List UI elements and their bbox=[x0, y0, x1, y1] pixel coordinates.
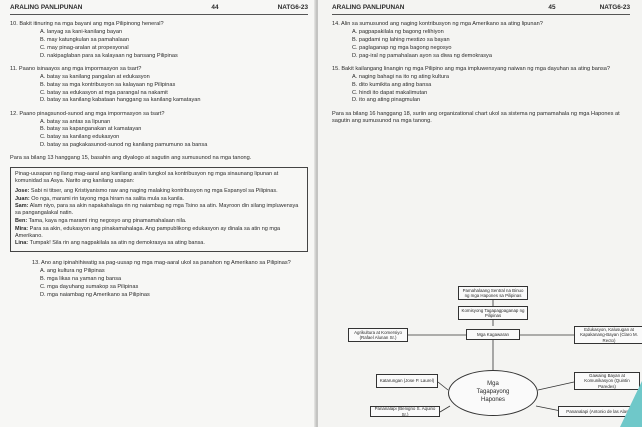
question-10 bbox=[10, 21, 308, 60]
subject-title: ARALING PANLIPUNAN bbox=[10, 4, 83, 11]
dialogue-line bbox=[15, 188, 303, 195]
choice-d[interactable]: D. batay sa pagkakasunod-sunod ng kanilang pamumuno sa bansa bbox=[40, 142, 208, 149]
choice-b[interactable]: B. mga likas na yaman ng bansa bbox=[40, 275, 122, 282]
dialogue-line bbox=[15, 240, 303, 247]
hub-line: Tagapayong bbox=[476, 389, 510, 396]
question-stem: 12. Paano pinagsunod-sunod ang mga impormasyon sa tsart? bbox=[10, 110, 165, 117]
choice-b[interactable]: B. batay sa kapanganakan at kamatayan bbox=[40, 126, 142, 133]
choice-b[interactable]: B. pagdami ng lahing mestizo sa bayan bbox=[352, 37, 450, 44]
choice-a[interactable]: A. batay sa antas sa lipunan bbox=[40, 118, 111, 125]
left-page-header bbox=[10, 4, 308, 15]
dialogue-box bbox=[10, 167, 308, 252]
choice-c[interactable]: C. paglaganap ng mga bagong negosyo bbox=[352, 44, 452, 51]
choice-c[interactable]: C. batay sa edukasyon at mga parangal na nakamit bbox=[40, 89, 168, 96]
question-stem: 13. Ano ang ipinahihiwatig sa pag-uusap ng mga mag-aaral ukol sa panahon ng Amerikano sa Pilipinas? bbox=[32, 260, 291, 267]
choice-a[interactable]: A. batay sa kanilang pangalan at edukasyon bbox=[40, 73, 150, 80]
dialogue-line bbox=[15, 196, 303, 203]
page-corner-decoration bbox=[620, 381, 642, 427]
chart-box-finance-aquino: Pananalapi (Benigno S. Aquino Sr.) bbox=[370, 406, 440, 417]
chart-box-departments: Mga Kagawaran bbox=[466, 329, 520, 340]
subject-title: ARALING PANLIPUNAN bbox=[332, 4, 405, 11]
choice-c[interactable]: C. may pinag-aralan at propesyonal bbox=[40, 44, 129, 51]
question-12 bbox=[10, 111, 308, 150]
choice-d[interactable]: D. mga naiambag ng Amerikano sa Pilipinas bbox=[40, 291, 150, 298]
choice-a[interactable]: A. lanyag sa kani-kanilang bayan bbox=[40, 29, 123, 36]
choice-b[interactable]: B. batay sa mga kontribusyon sa kalayaan ng Pilipinas bbox=[40, 81, 176, 88]
choice-c[interactable]: C. mga dayuhang sumakop sa Pilipinas bbox=[40, 283, 139, 290]
dialogue-text: Oo nga, marami rin tayong mga hiram na salita mula sa kanila. bbox=[31, 195, 185, 202]
choice-b[interactable]: B. dito kumikita ang ating bansa bbox=[352, 81, 432, 88]
dialogue-text: Tama, kaya nga marami ring negosyo ang pinamamahalaan nila. bbox=[28, 218, 187, 225]
choice-b[interactable]: B. may katungkulan sa pamahalaan bbox=[40, 37, 129, 44]
question-stem: 10. Bakit itinuring na mga bayani ang mga Pilipinong heneral? bbox=[10, 21, 164, 28]
hub-line: Mga bbox=[487, 381, 499, 388]
chart-box-central-government: Pamahalaang Sentral na Binuo ng mga Hapones sa Pilipinas bbox=[458, 286, 528, 300]
question-stem: 14. Alin sa sumusunod ang naging kontribusyon ng mga Amerikano sa ating lipunan? bbox=[332, 21, 543, 28]
speaker: Ben: bbox=[15, 218, 28, 225]
speaker: Sam: bbox=[15, 203, 29, 210]
choice-d[interactable]: D. pag-iral ng pamahalaan ayon sa diwa ng demokrasya bbox=[352, 52, 492, 59]
instruction-16-18: Para sa bilang 16 hanggang 18, suriin ang organizational chart ukol sa sistema ng pamamahala ng mga Hapones at sagutin ang sumusunod na mga tanong. bbox=[332, 110, 620, 124]
page-number: 45 bbox=[548, 4, 556, 11]
speaker: Juan: bbox=[15, 195, 30, 202]
right-page-header bbox=[332, 4, 630, 15]
chart-box-justice: Katarungan (Jose P. Laurel) bbox=[376, 374, 438, 388]
dialogue-intro: Pinag-uusapan ng ilang mag-aaral ang kanilang aralin tungkol sa kontribusyon ng mga sinaunang lipunan at komunidad sa Asya. Narito ang kanilang usapan: bbox=[15, 170, 279, 184]
choice-a[interactable]: A. ang kultura ng Pilipinas bbox=[40, 267, 105, 274]
chart-box-executive-commission: Komisyong Tagapagpaganap ng Pilipinas bbox=[458, 306, 528, 320]
choice-d[interactable]: D. batay sa kanilang kabataan hanggang sa kanilang kamatayan bbox=[40, 97, 201, 104]
speaker: Lina: bbox=[15, 240, 29, 247]
left-page bbox=[0, 0, 318, 427]
dialogue-line bbox=[15, 218, 303, 225]
choice-a[interactable]: A. pagpapakilala ng bagong relihiyon bbox=[352, 29, 444, 36]
test-code: NATG6-23 bbox=[599, 4, 630, 11]
dialogue-text: Alam niyo, para sa akin napakahalaga rin ng naiambag ng mga Tsino sa atin. Mayroon din silang impluwensya sa pangangalakal natin. bbox=[15, 203, 299, 217]
choice-d[interactable]: D. nakipaglaban para sa kalayaan ng bansang Pilipinas bbox=[40, 52, 178, 59]
chart-box-finance-delas-alas: Pananalapi (Antonio de las Alas) bbox=[558, 406, 638, 417]
speaker: Jose: bbox=[15, 187, 30, 194]
question-11 bbox=[10, 66, 308, 105]
question-13 bbox=[10, 260, 308, 299]
choice-c[interactable]: C. batay sa kanilang edukasyon bbox=[40, 134, 120, 141]
question-15 bbox=[332, 66, 630, 105]
chart-box-agriculture: Agrikultura at Komersiyo (Rafael Alunan Sr.) bbox=[348, 328, 408, 342]
dialogue-text: Sabi ni titser, ang Kristiyanismo raw ang naging malaking kontribusyon ng mga Espanyol sa Pilipinas. bbox=[30, 187, 278, 194]
dialogue-text: Tumpak! Sila rin ang nagpakilala sa atin ng demokrasya sa ating bansa. bbox=[29, 240, 205, 247]
page-number: 44 bbox=[211, 4, 219, 11]
test-code: NATG6-23 bbox=[277, 4, 308, 11]
org-chart bbox=[348, 286, 642, 420]
choice-c[interactable]: C. hindi ito dapat makalimutan bbox=[352, 89, 428, 96]
chart-box-public-works: Gawaing Bayan at Komunikasyon (Quintin Paredes) bbox=[574, 372, 640, 390]
instruction-13-15: Para sa bilang 13 hanggang 15, basahin ang diyalogo at sagutin ang sumusunod na mga tanong. bbox=[10, 155, 252, 162]
dialogue-text: Para sa akin, edukasyon ang pinakamahalaga. Ang pampublikong edukasyon ay dinala sa atin ng mga Amerikano. bbox=[15, 225, 281, 239]
choice-a[interactable]: A. naging bahagi na ito ng ating kultura bbox=[352, 73, 450, 80]
chart-box-education: Edukasyon, Kalusugan at Kapakanang-Bayan (Claro M. Recto) bbox=[574, 326, 642, 344]
dialogue-line bbox=[15, 203, 303, 217]
dialogue-line bbox=[15, 226, 303, 240]
speaker: Mira: bbox=[15, 225, 29, 232]
question-stem: 11. Paano isinaayos ang mga impormasyon sa tsart? bbox=[10, 66, 142, 73]
choice-d[interactable]: D. ito ang ating pinagmulan bbox=[352, 97, 421, 104]
hub-line: Hapones bbox=[480, 396, 506, 403]
question-14 bbox=[332, 21, 630, 60]
question-stem: 15. Bakit kailangang linangin ng mga Pilipino ang mga impluwensyang naiwan ng mga dayuhan sa ating bansa? bbox=[332, 66, 611, 73]
chart-hub-japanese-advisers bbox=[448, 370, 538, 416]
